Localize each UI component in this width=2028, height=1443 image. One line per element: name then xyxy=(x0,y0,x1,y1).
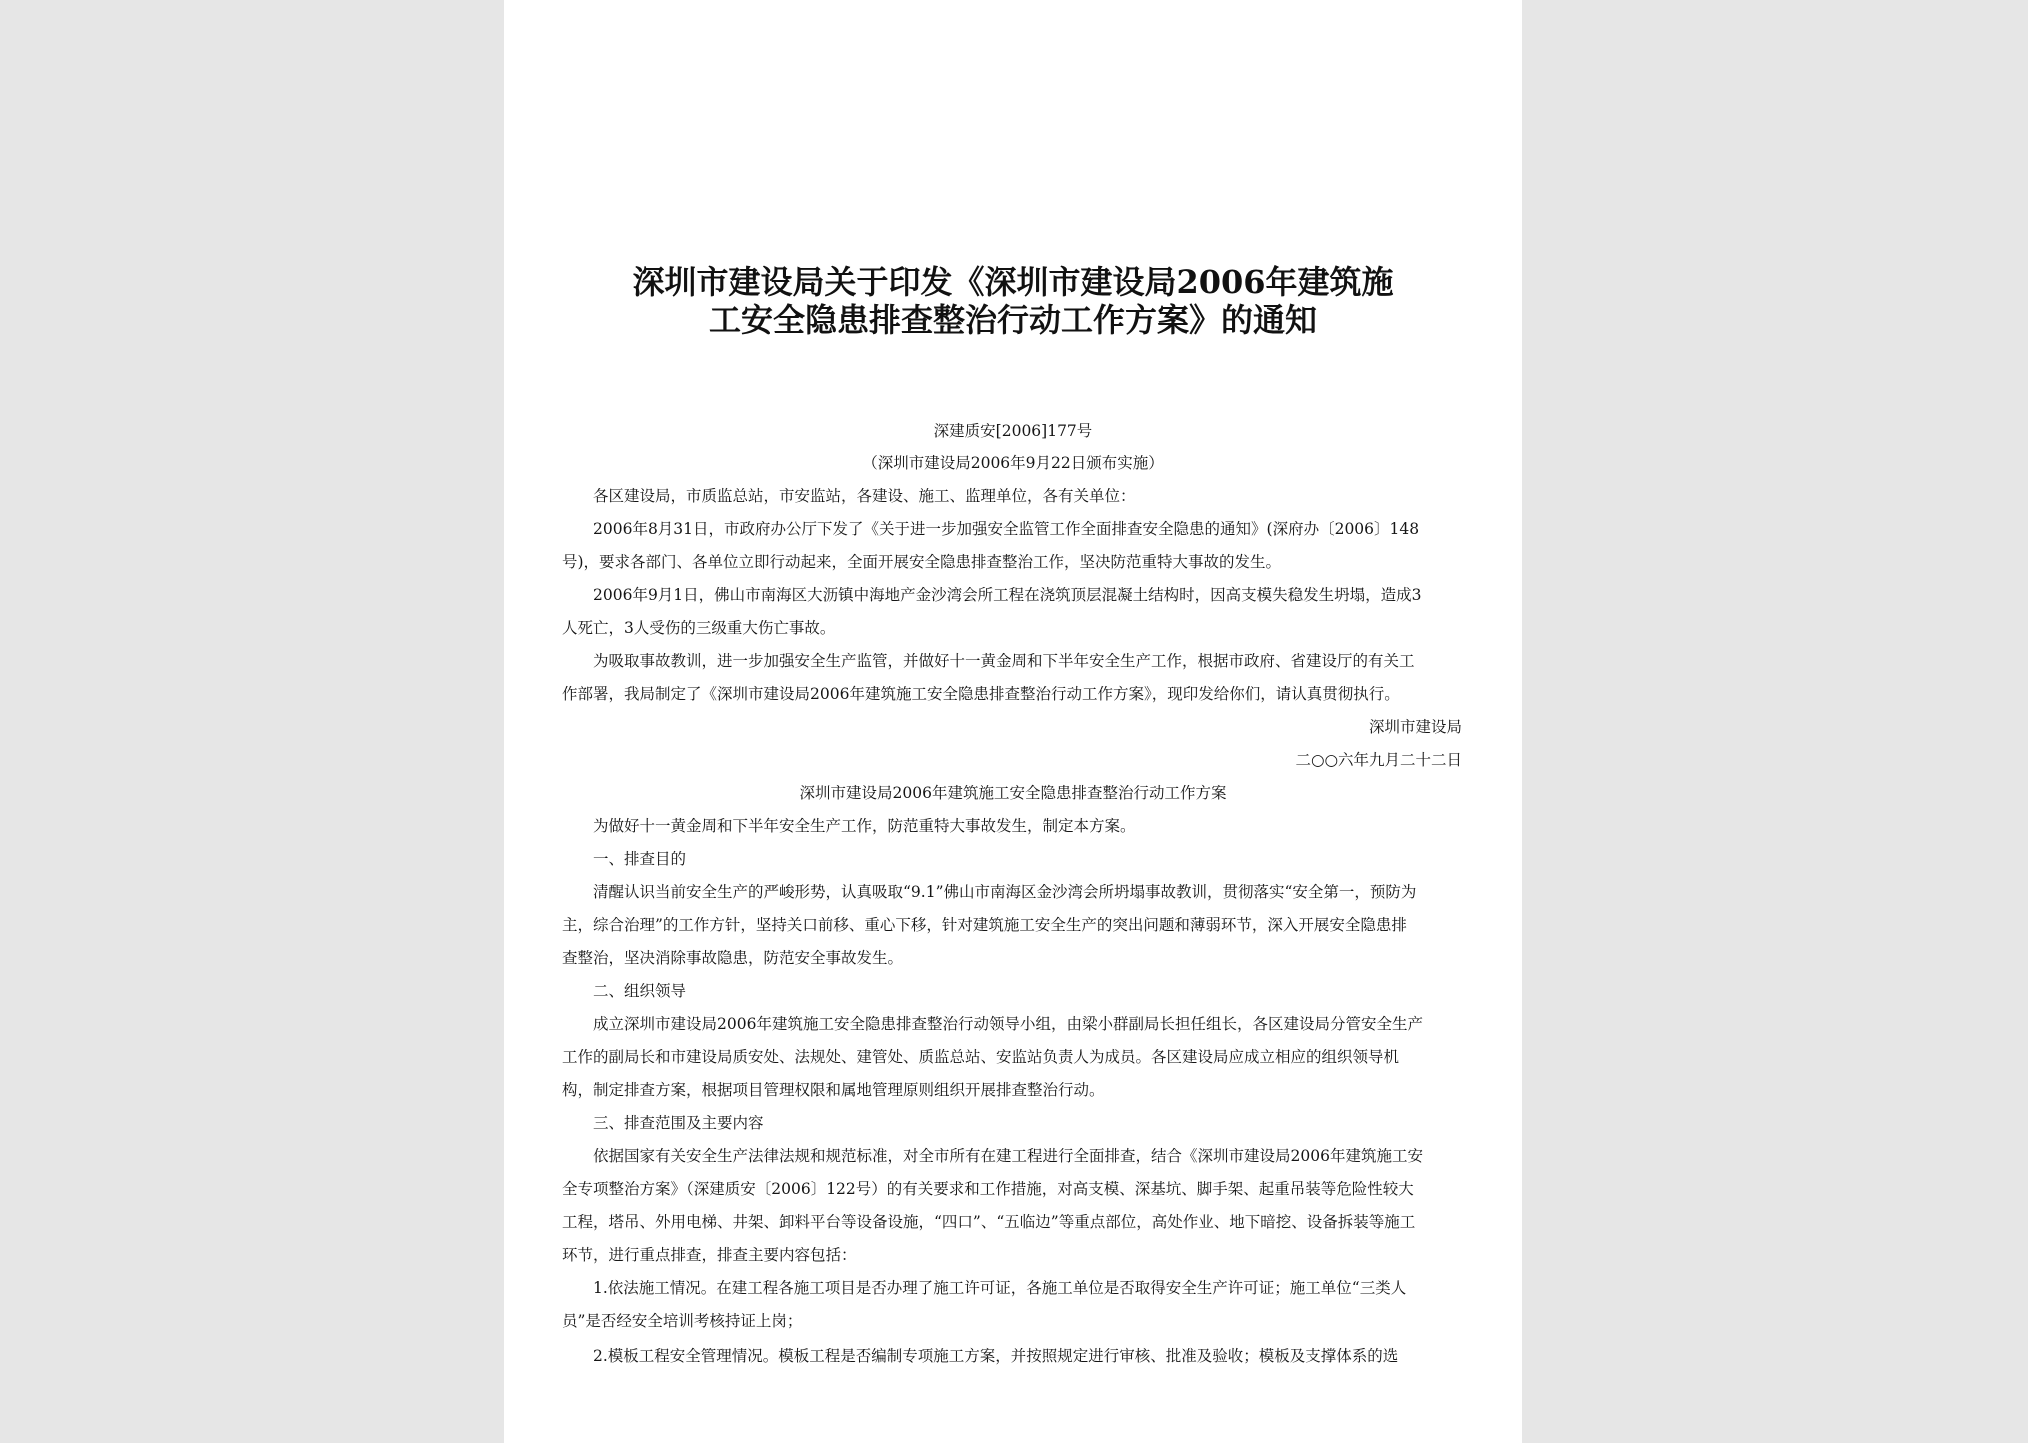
section-3-line-3: 工程，塔吊、外用电梯、井架、卸料平台等设备设施，“四口”、“五临边”等重点部位，高处作业、地下暗挖、设备拆装等施工 xyxy=(562,1213,1416,1231)
signature-date: 二○○六年九月二十二日 xyxy=(1295,751,1462,769)
addressee: 各区建设局，市质监总站，市安监站，各建设、施工、监理单位，各有关单位： xyxy=(593,487,1136,505)
paragraph-3-line-2: 作部署，我局制定了《深圳市建设局2006年建筑施工安全隐患排查整治行动工作方案》，现印发给你们，请认真贯彻执行。 xyxy=(562,685,1400,703)
signature: 深圳市建设局 xyxy=(1368,718,1462,736)
section-2-heading: 二、组织领导 xyxy=(593,982,687,1000)
item-1-line-2: 员”是否经安全培训考核持证上岗； xyxy=(562,1312,803,1330)
section-2-line-1: 成立深圳市建设局2006年建筑施工安全隐患排查整治行动领导小组，由梁小群副局长担任组长，各区建设局分管安全生产 xyxy=(593,1015,1423,1033)
document-title-line-2: 工安全隐患排查整治行动工作方案》的通知 xyxy=(708,301,1317,339)
section-3-line-2: 全专项整治方案》（深建质安〔2006〕122号）的有关要求和工作措施，对高支模、深基坑、脚手架、起重吊装等危险性较大 xyxy=(562,1180,1414,1198)
document-page xyxy=(504,0,1522,1443)
section-3-line-1: 依据国家有关安全生产法律法规和规范标准，对全市所有在建工程进行全面排查，结合《深圳市建设局2006年建筑施工安 xyxy=(593,1147,1423,1165)
document-number: 深建质安[2006]177号 xyxy=(933,422,1093,440)
item-2-line-1: 2.模板工程安全管理情况。模板工程是否编制专项施工方案，并按照规定进行审核、批准及验收；模板及支撑体系的选 xyxy=(593,1347,1399,1365)
plan-intro: 为做好十一黄金周和下半年安全生产工作，防范重特大事故发生，制定本方案。 xyxy=(593,817,1136,835)
item-1-line-1: 1.依法施工情况。在建工程各施工项目是否办理了施工许可证，各施工单位是否取得安全生产许可证；施工单位“三类人 xyxy=(593,1279,1407,1297)
document-title-line-1: 深圳市建设局关于印发《深圳市建设局2006年建筑施 xyxy=(632,263,1394,301)
section-2-line-2: 工作的副局长和市建设局质安处、法规处、建管处、质监总站、安监站负责人为成员。各区建设局应成立相应的组织领导机 xyxy=(562,1048,1400,1066)
paragraph-2-line-1: 2006年9月1日，佛山市南海区大沥镇中海地产金沙湾会所工程在浇筑顶层混凝土结构时，因高支模失稳发生坍塌，造成3 xyxy=(593,586,1422,604)
section-2-line-3: 构，制定排查方案，根据项目管理权限和属地管理原则组织开展排查整治行动。 xyxy=(562,1081,1105,1099)
section-1-line-1: 清醒认识当前安全生产的严峻形势，认真吸取“9.1”佛山市南海区金沙湾会所坍塌事故教训，贯彻落实“安全第一，预防为 xyxy=(593,883,1417,901)
plan-title: 深圳市建设局2006年建筑施工安全隐患排查整治行动工作方案 xyxy=(799,784,1227,802)
paragraph-3-line-1: 为吸取事故教训，进一步加强安全生产监管，并做好十一黄金周和下半年安全生产工作，根据市政府、省建设厅的有关工 xyxy=(593,652,1415,670)
issue-note: （深圳市建设局2006年9月22日颁布实施） xyxy=(862,454,1164,472)
section-3-line-4: 环节，进行重点排查，排查主要内容包括： xyxy=(562,1246,857,1264)
paragraph-1-line-2: 号)，要求各部门、各单位立即行动起来，全面开展安全隐患排查整治工作，坚决防范重特大事故的发生。 xyxy=(562,553,1282,571)
section-1-line-3: 查整治，坚决消除事故隐患，防范安全事故发生。 xyxy=(562,949,904,967)
paragraph-1-line-1: 2006年8月31日，市政府办公厅下发了《关于进一步加强安全监管工作全面排查安全隐患的通知》(深府办〔2006〕148 xyxy=(593,520,1420,538)
paragraph-2-line-2: 人死亡，3人受伤的三级重大伤亡事故。 xyxy=(562,619,836,637)
section-1-line-2: 主，综合治理”的工作方针，坚持关口前移、重心下移，针对建筑施工安全生产的突出问题和薄弱环节，深入开展安全隐患排 xyxy=(562,916,1407,934)
section-1-heading: 一、排查目的 xyxy=(593,850,687,868)
section-3-heading: 三、排查范围及主要内容 xyxy=(593,1114,764,1132)
